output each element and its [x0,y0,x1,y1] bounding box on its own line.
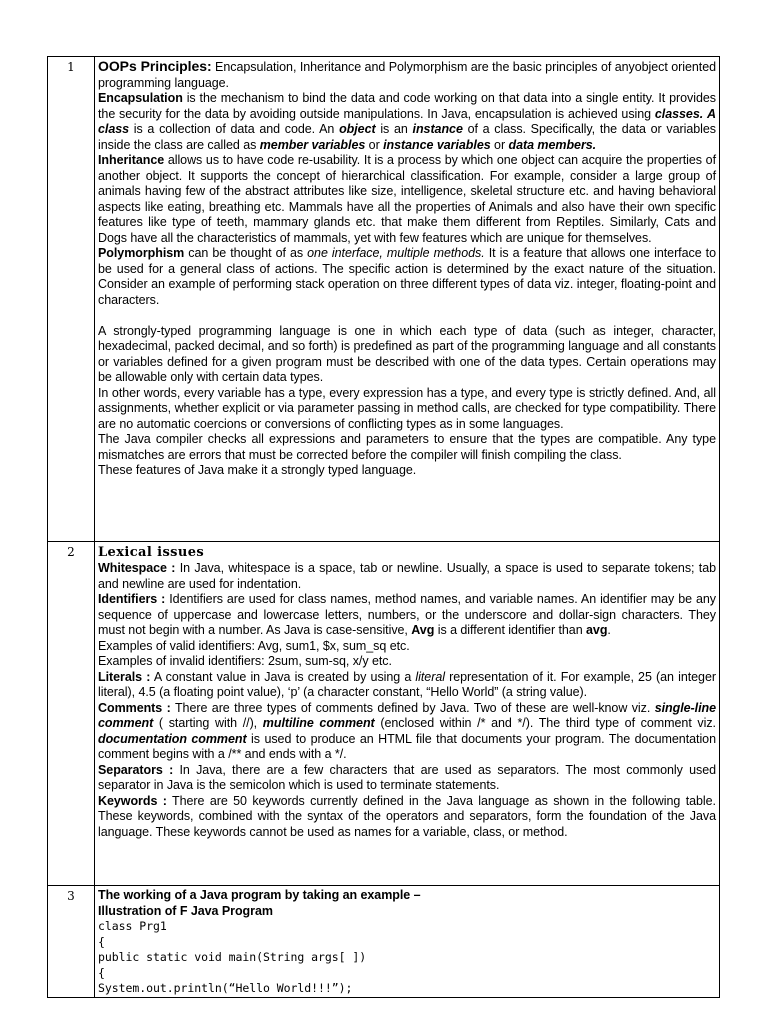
row-number: 1 [48,57,95,542]
code-line: { [98,965,105,980]
code-line: class Prg1 [98,919,167,933]
separators-paragraph: Separators : In Java, there are a few characters that are used as separators. The most commonly used separator in Java is the semicolon which is used to terminate statements. [98,762,717,792]
polymorphism-paragraph: Polymorphism can be thought of as one interface, multiple methods. It is a feature that allows one interface to be used for a general class of actions. The specific action is determined by the exact nature of the situation. Consider an example of performing stack operation on three different types of data viz. integer, floating-point and characters. [98,246,716,307]
literals-paragraph: Literals : A constant value in Java is created by using a literal representation of it. For example, 25 (an integer literal), 4.5 (a floating point value), ‘p’ (a character constant, “Hello World” (a string value). [98,669,716,699]
lexical-heading: Lexical issues [98,545,205,560]
table-row [48,886,720,998]
code-line: { [98,934,105,949]
whitespace-paragraph: Whitespace : In Java, whitespace is a space, tab or newline. Usually, a space is used to separate tokens; tab and newline are used for indentation. [98,561,716,591]
comments-paragraph: Comments : There are three types of comments defined by Java. Two of these are well-know viz. single-line comment ( starting with //), multiline comment (enclosed within /* and */). The third type of comment viz. documentation comment is used to produce an HTML file that documents your program. The documentation comment begins with a /** and ends with a */. [98,700,716,761]
invalid-identifiers: Examples of invalid identifiers: 2sum, sum-sq, x/y etc. [98,654,392,668]
example-subheading: Illustration of F Java Program [98,903,273,918]
code-line: System.out.println(“Hello World!!!”); [98,981,353,995]
strong-typing-paragraph: A strongly-typed programming language is one in which each type of data (such as integer, character, hexadecimal, packed decimal, and so forth) is predefined as part of the programming language and all constants or variables defined for a given program must be described with one of the data types. Certain operations may be allowable only with certain data types. [98,323,716,384]
table-row [48,542,720,886]
strong-typing-paragraph: The Java compiler checks all expressions and parameters to ensure that the types are compatible. Any type mismatches are errors that must be corrected before the compiler will finish compiling the class. [98,432,716,462]
table-row [48,57,720,542]
oops-heading: OOPs Principles: [98,58,212,74]
code-line: public static void main(String args[ ]) [98,950,367,964]
strong-typing-paragraph: These features of Java make it a strongly typed language. [98,463,417,477]
keywords-paragraph: Keywords : There are 50 keywords currently defined in the Java language as shown in the following table. These keywords, combined with the syntax of the operators and separators, form the foundation of the Java language. These keywords cannot be used as names for a variable, class, or method. [98,793,716,839]
row-content-example [95,886,720,998]
row-content-oops [95,57,720,542]
oops-intro: OOPs Principles: Encapsulation, Inheritance and Polymorphism are the basic principles of anyobject oriented programming language. [98,58,716,90]
row-number: 3 [48,886,95,998]
valid-identifiers: Examples of valid identifiers: Avg, sum1, $x, sum_sq etc. [98,638,410,653]
row-number: 2 [48,542,95,886]
row-content-lexical [95,542,720,886]
strong-typing-paragraph: In other words, every variable has a type, every expression has a type, and every type is strictly defined. And, all assignments, whether explicit or via parameter passing in method calls, are checked for type compatibility. There are no automatic coercions or conversions of conflicting types as in some languages. [98,385,716,431]
encapsulation-paragraph: Encapsulation is the mechanism to bind the data and code working on that data into a single entity. It provides the security for the data by avoiding outside manipulations. In Java, encapsulation is achieved using classes. A class is a collection of data and code. An object is an instance of a class. Specifically, the data or variables inside the class are called as member variables or instance variables or data members. [98,91,716,152]
identifiers-paragraph: Identifiers : Identifiers are used for class names, method names, and variable names. An identifier may be any sequence of uppercase and lowercase letters, numbers, or the underscore and dollar-sign characters. They must not begin with a number. As Java is case-sensitive, Avg is a different identifier than avg. [98,592,716,637]
notes-table [47,56,720,998]
inheritance-paragraph: Inheritance allows us to have code re-usability. It is a process by which one object can acquire the properties of another object. It supports the concept of hierarchical classification. For example, consider a large group of animals having few of the abstract attributes like size, intelligence, skeletal structure etc. and having behavioral aspects like eating, breathing etc. Mammals have all the properties of Animals and also have their own specific features like type of teeth, mammary glands etc. that make them different from Reptiles. Similarly, Cats and Dogs have all the characteristics of mammals, yet with few features which are unique for themselves. [98,153,716,245]
example-heading: The working of a Java program by taking an example – [98,888,421,902]
